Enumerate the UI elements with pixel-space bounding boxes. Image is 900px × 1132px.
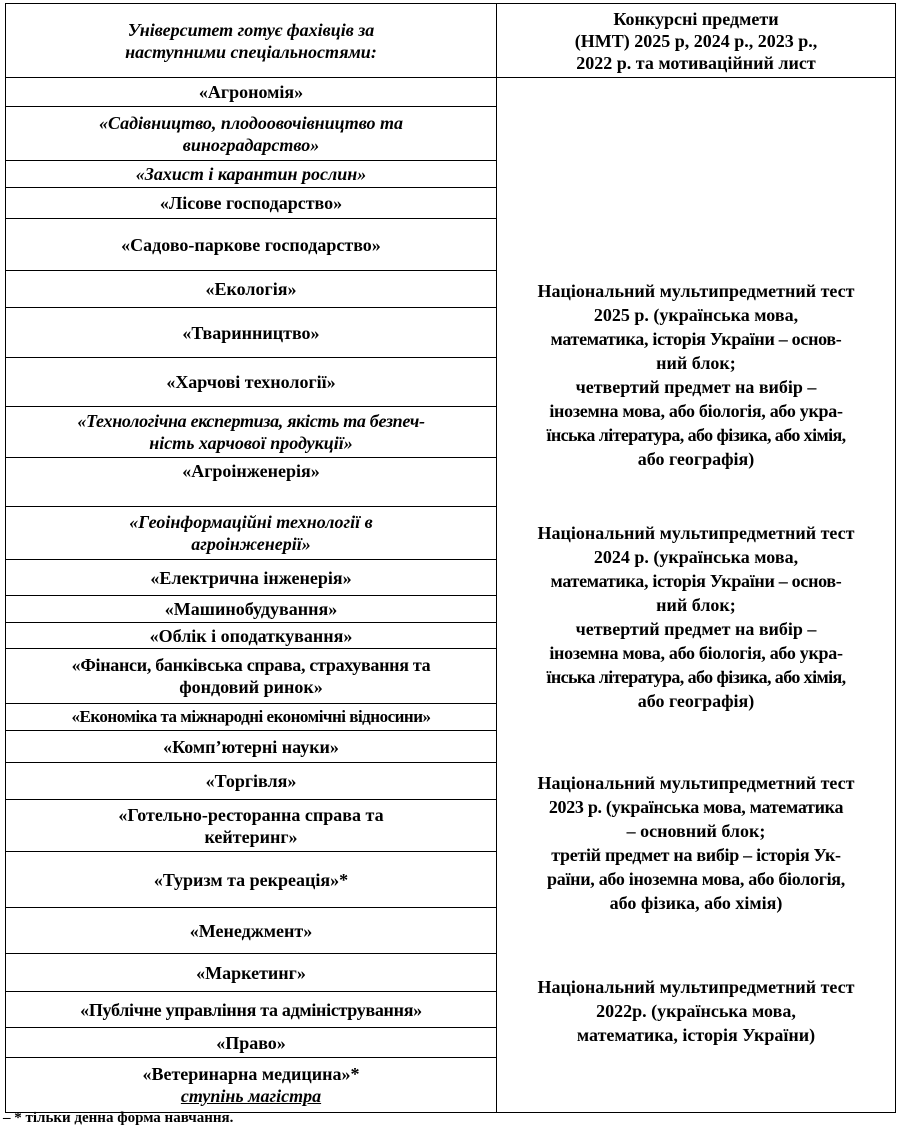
requirement-line: Національний мультипредметний тест <box>537 280 855 301</box>
specialty-name: «Захист і карантин рослин» <box>135 164 367 184</box>
specialty-name: «Туризм та рекреація»* <box>153 869 349 890</box>
specialty-name: «Фінанси, банківська справа, страхування та <box>71 655 431 675</box>
specialty-name: «Агроінженерія» <box>182 461 320 481</box>
requirement-line: математика, історія України – основ- <box>550 328 842 349</box>
specialty-cell <box>6 908 497 954</box>
specialty-name: «Облік і оподаткування» <box>149 625 353 646</box>
specialty-cell <box>6 560 497 596</box>
requirement-line: іноземна мова, або біологія, або укра- <box>549 400 843 421</box>
specialty-name: «Машинобудування» <box>164 599 338 619</box>
specialty-cell <box>6 507 497 560</box>
specialty-cell <box>6 704 497 731</box>
specialty-cell <box>6 954 497 992</box>
specialty-cell <box>6 188 497 219</box>
specialty-name: «Торгівля» <box>205 771 297 791</box>
requirement-line: ний блок; <box>656 352 736 373</box>
specialty-name: кейтеринг» <box>204 826 298 847</box>
header-left-line: Університет готує фахівців за <box>127 19 375 40</box>
specialty-name: «Публічне управління та адміністрування» <box>80 999 422 1020</box>
specialty-name: «Екологія» <box>205 279 297 299</box>
requirements-cell <box>497 78 896 1113</box>
requirement-line: іноземна мова, або біологія, або укра- <box>549 642 843 663</box>
requirement-line: або фізика, або хімія) <box>609 892 783 913</box>
requirement-line: математика, історія України) <box>576 1024 816 1045</box>
specialty-name: ність харчової продукції» <box>149 433 353 453</box>
specialty-name: «Маркетинг» <box>196 962 306 983</box>
table-row <box>6 78 896 107</box>
specialty-cell <box>6 992 497 1028</box>
specialty-cell <box>6 1028 497 1058</box>
specialty-name: «Лісове господарство» <box>159 193 343 213</box>
requirement-line: Національний мультипредметний тест <box>537 976 855 997</box>
footnote: – * тільки денна форма навчання. <box>3 1110 234 1126</box>
specialty-cell <box>6 623 497 649</box>
requirement-line: третій предмет на вибір – історія Ук- <box>551 844 841 865</box>
specialty-cell <box>6 271 497 308</box>
header-right-line: 2022 р. та мотиваційний лист <box>576 52 816 73</box>
table-header-row <box>6 4 896 78</box>
requirement-line: 2025 р. (українська мова, <box>593 304 799 325</box>
specialty-name: «Садово-паркове господарство» <box>121 234 381 255</box>
requirement-line: четвертий предмет на вибір – <box>575 618 817 639</box>
requirement-line: 2022р. (українська мова, <box>596 1000 796 1021</box>
specialty-cell <box>6 107 497 161</box>
specialty-cell <box>6 731 497 763</box>
specialty-cell <box>6 763 497 800</box>
specialty-name: «Ветеринарна медицина»* <box>142 1064 360 1084</box>
header-specialties-cell <box>6 4 497 78</box>
requirement-line: Національний мультипредметний тест <box>537 522 855 543</box>
requirement-line: їнська література, або фізика, або хімія, <box>546 666 846 687</box>
requirement-line: – основний блок; <box>626 820 766 841</box>
requirement-line: 2024 р. (українська мова, <box>593 546 799 567</box>
requirement-line: четвертий предмет на вибір – <box>575 376 817 397</box>
specialty-name: «Технологічна експертиза, якість та безпеч- <box>77 411 425 431</box>
requirement-2024 <box>501 521 891 713</box>
requirement-line: або географія) <box>637 690 755 711</box>
requirement-2023 <box>501 771 891 915</box>
specialty-cell <box>6 308 497 358</box>
specialty-cell <box>6 800 497 852</box>
specialty-cell <box>6 358 497 407</box>
requirement-line: або географія) <box>637 448 755 469</box>
requirement-line: раїни, або іноземна мова, або біологія, <box>547 868 845 889</box>
specialty-cell <box>6 458 497 507</box>
specialty-cell <box>6 852 497 908</box>
specialty-cell <box>6 219 497 271</box>
requirement-2022 <box>501 975 891 1047</box>
requirement-line: ний блок; <box>656 594 736 615</box>
specialty-name: «Право» <box>216 1032 286 1053</box>
specialty-cell <box>6 649 497 704</box>
specialty-cell <box>6 407 497 458</box>
specialty-cell <box>6 596 497 623</box>
specialty-name: «Садівництво, плодоовочівництво та <box>98 112 403 133</box>
degree-note: ступінь магістра <box>180 1086 322 1106</box>
header-subjects-cell <box>497 4 896 78</box>
specialty-name: агроінженерії» <box>191 534 311 554</box>
requirement-line: математика, історія України – основ- <box>550 570 842 591</box>
requirement-line: 2023 р. (українська мова, математика <box>548 796 844 817</box>
header-right-line: Конкурсні предмети <box>613 8 779 29</box>
specialty-name: «Тваринництво» <box>182 322 320 343</box>
specialty-name: «Готельно-ресторанна справа та <box>118 804 384 825</box>
specialty-name: «Агрономія» <box>198 82 304 102</box>
specialty-name: «Харчові технології» <box>166 372 336 392</box>
requirement-2025 <box>501 279 891 471</box>
specialty-name: виноградарство» <box>182 134 320 155</box>
specialty-name: «Комп’ютерні науки» <box>163 736 339 757</box>
specialty-name: «Менеджмент» <box>189 920 313 941</box>
specialties-table <box>5 3 896 1113</box>
header-left-line: наступними спеціальностями: <box>125 41 377 62</box>
specialty-cell <box>6 78 497 107</box>
specialty-cell <box>6 1058 497 1113</box>
specialty-name: фондовий ринок» <box>179 677 323 697</box>
requirement-line: Національний мультипредметний тест <box>537 772 855 793</box>
specialty-name: «Геоінформаційні технології в <box>129 512 373 532</box>
specialty-name: «Економіка та міжнародні економічні відносини» <box>71 707 431 726</box>
specialty-name: «Електрична інженерія» <box>150 567 352 588</box>
specialty-cell <box>6 161 497 188</box>
requirement-line: їнська література, або фізика, або хімія, <box>546 424 846 445</box>
header-right-line: (НМТ) 2025 р, 2024 р., 2023 р., <box>574 30 818 51</box>
